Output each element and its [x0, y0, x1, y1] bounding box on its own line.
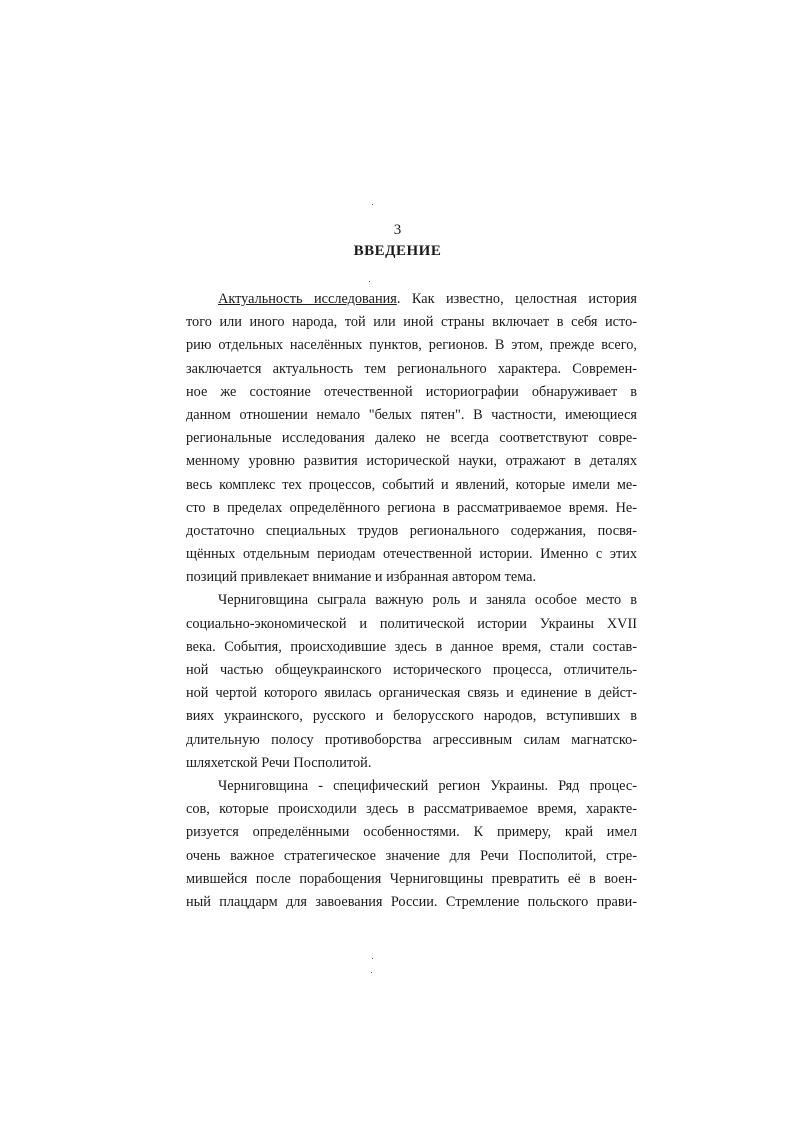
paragraph-3-line-6: ный плацдарм для завоевания России. Стремление польского прави- [186, 893, 637, 910]
paragraph-2-line-8: шляхетской Речи Посполитой. [186, 754, 372, 771]
paragraph-3-line-2: сов, которые происходили здесь в рассматриваемое время, характе- [186, 801, 637, 818]
body-text [186, 288, 637, 914]
scan-speck [372, 204, 373, 205]
paragraph-1-line-13: позиций привлекает внимание и избранная автором тема. [186, 569, 537, 586]
paragraph-3-line-3: ризуется определёнными особенностями. К примеру, край имел [186, 824, 637, 841]
paragraph-3-line-4: очень важное стратегическое значение для Речи Посполитой, стре- [186, 847, 637, 864]
paragraph-1-line-10: сто в пределах определённого региона в рассматриваемое время. Не- [186, 499, 637, 516]
scan-speck [369, 281, 370, 282]
paragraph-2-line-2: социально-экономической и политической истории Украины XVII [186, 615, 637, 632]
paragraph-1-line-7: региональные исследования далеко не всегда соответствуют совре- [186, 430, 637, 447]
paragraph-3-line-5: мившейся после порабощения Черниговщины превратить её в воен- [186, 870, 637, 887]
paragraph-1-line-5: ное же состояние отечественной историографии обнаруживает в [186, 383, 637, 400]
paragraph-2-line-7: длительную полосу противоборства агрессивным силам магнатско- [186, 731, 637, 748]
paragraph-3-line-1: Черниговщина - специфический регион Украины. Ряд процес- [218, 777, 637, 794]
scan-speck [371, 972, 372, 973]
paragraph-2-line-4: ной частью общеукраинского исторического процесса, отличитель- [186, 662, 637, 678]
paragraph-2-line-5: ной чертой которого явилась органическая связь и единение в дейст- [186, 685, 637, 702]
section-heading: ВВЕДЕНИЕ [353, 243, 442, 259]
paragraph-1-line-12: щённых отдельным периодам отечественной истории. Именно с этих [186, 546, 637, 563]
paragraph-1-line-1: Актуальность исследования. Как известно, целостная история [218, 291, 637, 307]
paragraph-1-line-6: данном отношении немало "белых пятен". В частности, имеющиеся [186, 406, 637, 423]
paragraph-1-line-4: заключается актуальность тем регионального характера. Современ- [186, 360, 637, 377]
paragraph-2-line-6: виях украинского, русского и белорусского народов, вступивших в [186, 708, 637, 725]
paragraph-1-line-11: достаточно специальных трудов регионального содержания, посвя- [186, 522, 637, 539]
paragraph-2-line-1: Черниговщина сыграла важную роль и заняла особое место в [218, 592, 637, 609]
paragraph-1-line-2: того или иного народа, той или иной страны включает в себя исто- [186, 314, 637, 331]
paragraph-1-line-3: рию отдельных населённых пунктов, регионов. В этом, прежде всего, [186, 337, 637, 354]
paragraph-1-line-9: весь комплекс тех процессов, событий и явлений, которые имели ме- [186, 476, 637, 493]
paragraph-1-line-8: менному уровню развития исторической науки, отражают в деталях [186, 453, 637, 470]
relevance-lead: Актуальность исследования [218, 291, 397, 307]
scan-speck [372, 958, 373, 959]
page-number: 3 [393, 222, 402, 238]
paragraph-2-line-3: века. События, происходившие здесь в данное время, стали состав- [186, 638, 637, 655]
